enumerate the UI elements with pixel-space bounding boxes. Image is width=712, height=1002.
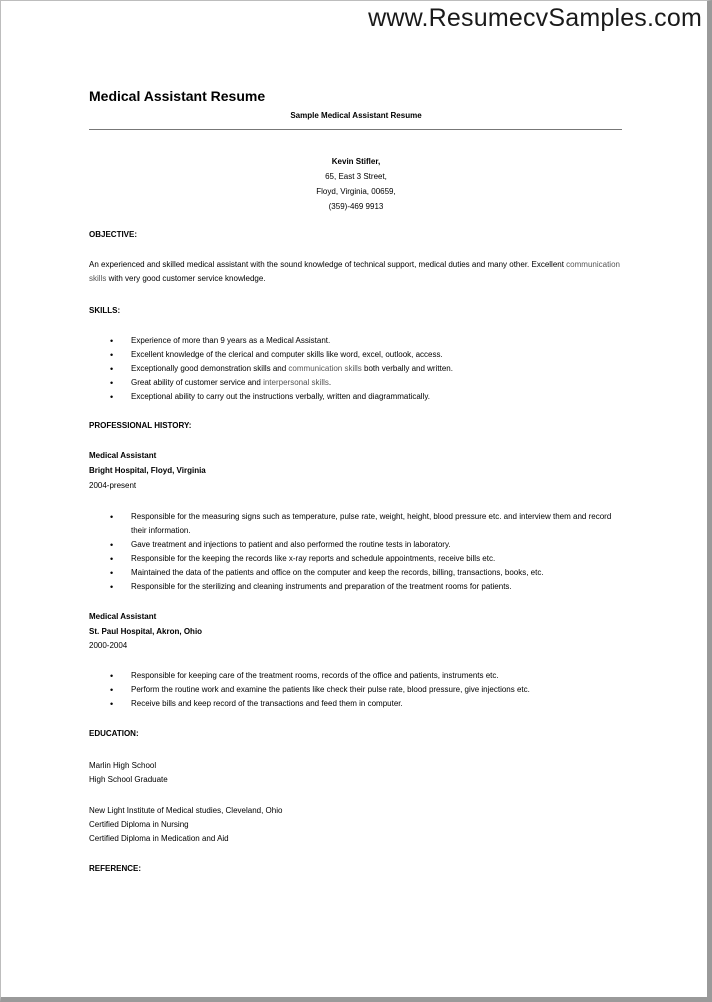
header-divider [89, 129, 622, 130]
objective-text-b: with very good customer service knowledge. [106, 274, 266, 283]
list-item [89, 510, 629, 538]
education-school1 [89, 759, 168, 787]
job2-place: St. Paul Hospital, Akron, Ohio [89, 627, 203, 636]
bullet-icon: • [110, 540, 114, 550]
reference-heading: REFERENCE: [89, 864, 142, 873]
skills-heading: SKILLS: [89, 306, 121, 315]
duty-text: Perform the routine work and examine the patients like check their pulse rate, blood pressure, give injections etc. [131, 685, 530, 694]
school2-degree2: Certified Diploma in Medication and Aid [89, 834, 229, 843]
list-item [89, 580, 629, 594]
bullet-icon: • [110, 392, 114, 402]
list-item [89, 538, 629, 552]
bullet-icon: • [110, 671, 114, 681]
duty-text: Responsible for keeping care of the treatment rooms, records of the office and patients, instruments etc. [131, 671, 499, 680]
bullet-icon: • [110, 554, 114, 564]
job2-duties [89, 669, 629, 711]
education-heading: EDUCATION: [89, 729, 139, 738]
skill-text: Experience of more than 9 years as a Medical Assistant. [131, 336, 331, 345]
objective-heading: OBJECTIVE: [89, 230, 138, 239]
bullet-icon: • [110, 699, 114, 709]
list-item [89, 683, 629, 697]
list-item [89, 566, 629, 580]
skill-text-tail: . [328, 378, 332, 387]
skill-text: Great ability of customer service and [131, 378, 264, 387]
list-item [89, 552, 629, 566]
list-item [89, 669, 629, 683]
school2-degree1: Certified Diploma in Nursing [89, 820, 189, 829]
contact-phone: (359)-469 9913 [328, 202, 384, 211]
bullet-icon: • [110, 582, 114, 592]
resume-subtitle: Sample Medical Assistant Resume [290, 111, 422, 120]
job1-date: 2004-present [89, 481, 137, 490]
skill-link[interactable]: communication skills [288, 364, 362, 373]
contact-name: Kevin Stifler, [331, 157, 381, 166]
duty-text: Responsible for the sterilizing and cleaning instruments and preparation of the treatment rooms for patients. [131, 582, 512, 591]
skills-list [89, 334, 629, 404]
contact-address-line1: 65, East 3 Street, [325, 172, 387, 181]
list-item [89, 362, 629, 376]
job1-duties [89, 510, 629, 594]
skill-link[interactable]: interpersonal skills [263, 378, 329, 387]
resume-title: Medical Assistant Resume [89, 88, 266, 104]
duty-text: Gave treatment and injections to patient and also performed the routine tests in laboratory. [131, 540, 451, 549]
list-item [89, 376, 629, 390]
bullet-icon: • [110, 336, 114, 346]
list-item [89, 390, 629, 404]
job2-date: 2000-2004 [89, 641, 128, 650]
skill-text: Exceptional ability to carry out the instructions verbally, written and diagrammatically. [131, 392, 430, 401]
job1-title: Medical Assistant [89, 451, 157, 460]
bullet-icon: • [110, 568, 114, 578]
objective-link[interactable]: communication skills [89, 260, 620, 283]
bullet-icon: • [110, 685, 114, 695]
bullet-icon: • [110, 364, 114, 374]
duty-text: Maintained the data of the patients and office on the computer and keep the records, billing, transactions, books, etc. [131, 568, 544, 577]
bullet-icon: • [110, 512, 114, 522]
contact-block [0, 154, 712, 214]
school1-name: Marlin High School [89, 761, 157, 770]
history-heading: PROFESSIONAL HISTORY: [89, 421, 192, 430]
skill-text: Exceptionally good demonstration skills and [131, 364, 289, 373]
watermark: www.ResumecvSamples.com [368, 4, 702, 32]
objective-text-a: An experienced and skilled medical assistant with the sound knowledge of technical support, medical duties and many other. Excellent [89, 260, 567, 269]
list-item [89, 334, 629, 348]
skill-text-tail: both verbally and written. [361, 364, 453, 373]
skill-text: Excellent knowledge of the clerical and computer skills like word, excel, outlook, access. [131, 350, 443, 359]
list-item [89, 348, 629, 362]
duty-text: Responsible for the keeping the records like x-ray reports and schedule appointments, receive bills etc. [131, 554, 496, 563]
school2-name: New Light Institute of Medical studies, Cleveland, Ohio [89, 806, 283, 815]
bullet-icon: • [110, 350, 114, 360]
education-school2 [89, 804, 282, 846]
list-item [89, 697, 629, 711]
duty-text: Receive bills and keep record of the transactions and feed them in computer. [131, 699, 403, 708]
school1-degree: High School Graduate [89, 775, 168, 784]
objective-text [89, 258, 629, 286]
job1-place: Bright Hospital, Floyd, Virginia [89, 466, 206, 475]
bullet-icon: • [110, 378, 114, 388]
job2-title: Medical Assistant [89, 612, 157, 621]
contact-address-line2: Floyd, Virginia, 00659, [316, 187, 396, 196]
duty-text: Responsible for the measuring signs such as temperature, pulse rate, weight, height, blood pressure etc. and interview them and record their information. [131, 512, 612, 535]
